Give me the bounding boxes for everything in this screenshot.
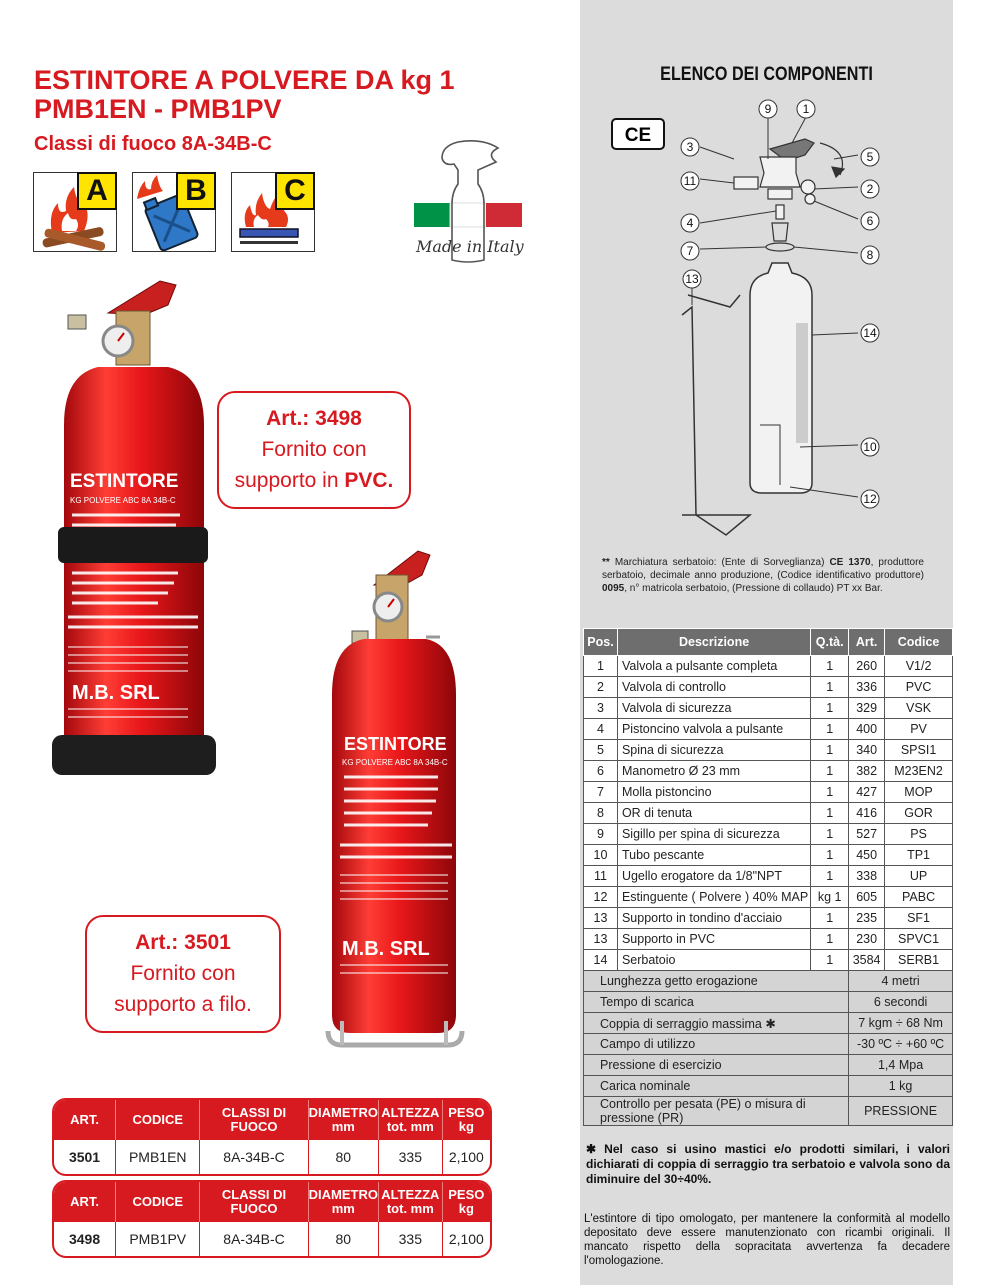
header-diametro: DIAMETRO mm — [309, 1182, 379, 1222]
art-3501-title: Art.: 3501 — [135, 931, 231, 954]
components-title: ELENCO DEI COMPONENTI — [660, 64, 873, 85]
spec-value: PRESSIONE — [849, 1097, 953, 1126]
extinguisher-3501-image — [318, 545, 468, 1060]
cell-qta: 1 — [811, 719, 849, 740]
callout-14: 14 — [863, 326, 877, 340]
spec-row — [584, 1097, 953, 1126]
table-row — [584, 803, 953, 824]
fire-class-letter-a: A — [77, 172, 117, 210]
art-3498-box — [217, 391, 411, 509]
cell-qta: 1 — [811, 803, 849, 824]
cell-codice: SERB1 — [885, 950, 953, 971]
cell-pos: 2 — [584, 677, 618, 698]
spec-value: 1,4 Mpa — [849, 1055, 953, 1076]
header-codice: Codice — [885, 629, 953, 656]
cell-pos: 12 — [584, 887, 618, 908]
spec-value: 6 secondi — [849, 992, 953, 1013]
cell-art: 382 — [849, 761, 885, 782]
marking-note: ** Marchiatura serbatoio: (Ente di Sorveglianza) CE 1370, produttore serbatoio, decimale anno produzione, (Codice identificativo produttore) 0095, n° matricola serbatoio, (Pressione di collaudo) PT xx Bar. — [602, 557, 924, 594]
cell-pos: 1 — [584, 656, 618, 677]
ce-mark-text: CE — [624, 125, 652, 146]
cell-diametro: 80 — [309, 1140, 379, 1174]
cell-art: 235 — [849, 908, 885, 929]
spec-value: -30 ºC ÷ +60 ºC — [849, 1034, 953, 1055]
callout-7: 7 — [686, 244, 694, 258]
cell-art: 450 — [849, 845, 885, 866]
cell-descrizione: Sigillo per spina di sicurezza — [617, 824, 810, 845]
header-descrizione: Descrizione — [617, 629, 810, 656]
spec-row — [584, 1055, 953, 1076]
table-row — [54, 1140, 490, 1174]
fire-class-a — [33, 172, 117, 252]
callout-9: 9 — [764, 102, 772, 116]
extinguisher-content-text-2: KG POLVERE ABC 8A 34B-C — [342, 758, 448, 767]
cell-codice: MOP — [885, 782, 953, 803]
cell-descrizione: Valvola di controllo — [617, 677, 810, 698]
cell-art: 527 — [849, 824, 885, 845]
cell-codice: UP — [885, 866, 953, 887]
fire-classes-subtitle: Classi di fuoco 8A-34B-C — [34, 133, 272, 155]
cell-art: 338 — [849, 866, 885, 887]
callout-4: 4 — [686, 216, 694, 230]
cell-codice: V1/2 — [885, 656, 953, 677]
cell-descrizione: Valvola di sicurezza — [617, 698, 810, 719]
art-table-3498 — [52, 1180, 492, 1258]
cell-art: 400 — [849, 719, 885, 740]
spec-label: Carica nominale — [584, 1076, 849, 1097]
spec-label: Controllo per pesata (PE) o misura di pressione (PR) — [584, 1097, 849, 1126]
cell-descrizione: Manometro Ø 23 mm — [617, 761, 810, 782]
header-art: ART. — [54, 1182, 116, 1222]
cell-art: 260 — [849, 656, 885, 677]
cell-qta: 1 — [811, 761, 849, 782]
table-row — [54, 1222, 490, 1256]
callout-11: 11 — [683, 174, 697, 188]
fire-class-c — [231, 172, 315, 252]
cell-qta: 1 — [811, 845, 849, 866]
spec-row — [584, 992, 953, 1013]
cell-qta: 1 — [811, 929, 849, 950]
cell-pos: 5 — [584, 740, 618, 761]
extinguisher-3498-image — [48, 275, 223, 793]
art-table-header — [54, 1100, 490, 1140]
art-table-3501 — [52, 1098, 492, 1176]
cell-altezza: 335 — [379, 1140, 443, 1174]
components-table — [583, 628, 953, 1126]
cell-art: 329 — [849, 698, 885, 719]
art-table-header — [54, 1182, 490, 1222]
page-title — [34, 66, 574, 124]
callout-1: 1 — [802, 102, 810, 116]
cell-pos: 13 — [584, 929, 618, 950]
cell-descrizione: Pistoncino valvola a pulsante — [617, 719, 810, 740]
cell-pos: 10 — [584, 845, 618, 866]
cell-descrizione: Serbatoio — [617, 950, 810, 971]
cell-pos: 3 — [584, 698, 618, 719]
callout-6: 6 — [866, 214, 874, 228]
cell-classi: 8A-34B-C — [200, 1222, 308, 1256]
fire-class-letter-b: B — [176, 172, 216, 210]
header-diametro: DIAMETRO mm — [309, 1100, 379, 1140]
table-row — [584, 950, 953, 971]
header-peso: PESO kg — [443, 1182, 490, 1222]
fire-class-b — [132, 172, 216, 252]
cell-codice: PVC — [885, 677, 953, 698]
cell-pos: 11 — [584, 866, 618, 887]
cell-art: 3584 — [849, 950, 885, 971]
cell-classi: 8A-34B-C — [200, 1140, 308, 1174]
cell-codice: VSK — [885, 698, 953, 719]
cell-codice: M23EN2 — [885, 761, 953, 782]
table-row — [584, 656, 953, 677]
spec-row — [584, 1034, 953, 1055]
cell-descrizione: OR di tenuta — [617, 803, 810, 824]
cell-codice: PMB1EN — [116, 1140, 200, 1174]
spec-label: Coppia di serraggio massima ✱ — [584, 1013, 849, 1034]
spec-label: Lunghezza getto erogazione — [584, 971, 849, 992]
spec-row — [584, 1076, 953, 1097]
homologation-note: L'estintore di tipo omologato, per mantenere la conformità al modello depositato deve essere manutenzionato con ricambi originali. Il mancato rispetto della sopracitata avvertenza fa decadere l'omologazione. — [584, 1213, 950, 1267]
cell-descrizione: Spina di sicurezza — [617, 740, 810, 761]
header-altezza: ALTEZZA tot. mm — [379, 1182, 443, 1222]
cell-art: 416 — [849, 803, 885, 824]
cell-art: 3498 — [54, 1222, 116, 1256]
table-row — [584, 929, 953, 950]
header-peso: PESO kg — [443, 1100, 490, 1140]
header-qta: Q.tà. — [811, 629, 849, 656]
cell-art: 340 — [849, 740, 885, 761]
header-codice: CODICE — [116, 1182, 200, 1222]
exploded-diagram — [600, 95, 900, 545]
table-row — [584, 845, 953, 866]
art-3498-title: Art.: 3498 — [266, 407, 362, 430]
cell-pos: 14 — [584, 950, 618, 971]
art-3501-line1: Fornito con — [130, 962, 236, 985]
cell-descrizione: Supporto in PVC — [617, 929, 810, 950]
title-line-1: ESTINTORE A POLVERE DA kg 1 — [34, 65, 455, 95]
header-classi: CLASSI DI FUOCO — [200, 1100, 308, 1140]
title-line-2: PMB1EN - PMB1PV — [34, 94, 282, 124]
cell-qta: 1 — [811, 824, 849, 845]
cell-art: 230 — [849, 929, 885, 950]
table-row — [584, 719, 953, 740]
header-art: ART. — [54, 1100, 116, 1140]
cell-art: 3501 — [54, 1140, 116, 1174]
cell-qta: 1 — [811, 698, 849, 719]
cell-codice: TP1 — [885, 845, 953, 866]
art-3498-line1: Fornito con — [261, 438, 367, 461]
cell-qta: 1 — [811, 782, 849, 803]
cell-codice: GOR — [885, 803, 953, 824]
cell-pos: 7 — [584, 782, 618, 803]
header-codice: CODICE — [116, 1100, 200, 1140]
cell-art: 336 — [849, 677, 885, 698]
components-table-header — [584, 629, 953, 656]
cell-codice: SPSI1 — [885, 740, 953, 761]
table-row — [584, 782, 953, 803]
cell-qta: kg 1 — [811, 887, 849, 908]
cell-peso: 2,100 — [448, 1149, 484, 1165]
spec-value: 4 metri — [849, 971, 953, 992]
extinguisher-brand-text-2: ESTINTORE — [344, 734, 447, 754]
cell-diametro: 80 — [309, 1222, 379, 1256]
cell-codice: SF1 — [885, 908, 953, 929]
art-3501-line2: supporto a filo. — [114, 993, 252, 1016]
cell-codice: PV — [885, 719, 953, 740]
specs-rows — [584, 971, 953, 1126]
callout-10: 10 — [863, 440, 877, 454]
cell-peso: 2,100 — [448, 1231, 484, 1247]
cell-descrizione: Valvola a pulsante completa — [617, 656, 810, 677]
cell-descrizione: Molla pistoncino — [617, 782, 810, 803]
spec-label: Pressione di esercizio — [584, 1055, 849, 1076]
cell-pos: 4 — [584, 719, 618, 740]
callout-3: 3 — [686, 140, 694, 154]
cell-pos: 8 — [584, 803, 618, 824]
table-row — [584, 824, 953, 845]
header-pos: Pos. — [584, 629, 618, 656]
cell-descrizione: Tubo pescante — [617, 845, 810, 866]
header-altezza: ALTEZZA tot. mm — [379, 1100, 443, 1140]
cell-art: 427 — [849, 782, 885, 803]
extinguisher-maker-text-2: M.B. SRL — [342, 938, 430, 960]
cell-pos: 9 — [584, 824, 618, 845]
cell-descrizione: Ugello erogatore da 1/8"NPT — [617, 866, 810, 887]
cell-qta: 1 — [811, 677, 849, 698]
cell-codice: SPVC1 — [885, 929, 953, 950]
extinguisher-brand-text: ESTINTORE — [70, 471, 179, 492]
made-in-italy-text: Made in Italy — [416, 237, 524, 256]
cell-qta: 1 — [811, 908, 849, 929]
cell-qta: 1 — [811, 866, 849, 887]
components-rows — [584, 656, 953, 971]
cell-qta: 1 — [811, 656, 849, 677]
spec-value: 7 kgm ÷ 68 Nm — [849, 1013, 953, 1034]
table-row — [584, 677, 953, 698]
cell-pos: 6 — [584, 761, 618, 782]
table-row — [584, 740, 953, 761]
art-3501-box — [85, 915, 281, 1033]
cell-qta: 1 — [811, 950, 849, 971]
spec-label: Tempo di scarica — [584, 992, 849, 1013]
art-3498-line2: supporto in PVC. — [234, 469, 394, 492]
cell-codice: PS — [885, 824, 953, 845]
spec-row — [584, 971, 953, 992]
cell-descrizione: Supporto in tondino d'acciaio — [617, 908, 810, 929]
cell-art: 605 — [849, 887, 885, 908]
extinguisher-content-text: KG POLVERE ABC 8A 34B-C — [70, 496, 176, 505]
table-row — [584, 908, 953, 929]
table-row — [584, 866, 953, 887]
cell-descrizione: Estinguente ( Polvere ) 40% MAP — [617, 887, 810, 908]
fire-class-letter-c: C — [275, 172, 315, 210]
header-art: Art. — [849, 629, 885, 656]
cell-codice: PABC — [885, 887, 953, 908]
table-row — [584, 698, 953, 719]
cell-codice: PMB1PV — [116, 1222, 200, 1256]
cell-qta: 1 — [811, 740, 849, 761]
cell-altezza: 335 — [379, 1222, 443, 1256]
extinguisher-maker-text: M.B. SRL — [72, 682, 160, 704]
table-row — [584, 887, 953, 908]
table-row — [584, 761, 953, 782]
callout-8: 8 — [866, 248, 874, 262]
callout-12: 12 — [863, 492, 877, 506]
spec-label: Campo di utilizzo — [584, 1034, 849, 1055]
callout-13: 13 — [685, 272, 699, 286]
spec-row — [584, 1013, 953, 1034]
cell-pos: 13 — [584, 908, 618, 929]
callout-2: 2 — [866, 182, 874, 196]
torque-note: ✱ Nel caso si usino mastici e/o prodotti similari, i valori dichiarati di coppia di serraggio tra serbatoio e valvola sono da diminuire del 30÷40%. — [586, 1142, 950, 1186]
callout-5: 5 — [866, 150, 874, 164]
spec-value: 1 kg — [849, 1076, 953, 1097]
header-classi: CLASSI DI FUOCO — [200, 1182, 308, 1222]
